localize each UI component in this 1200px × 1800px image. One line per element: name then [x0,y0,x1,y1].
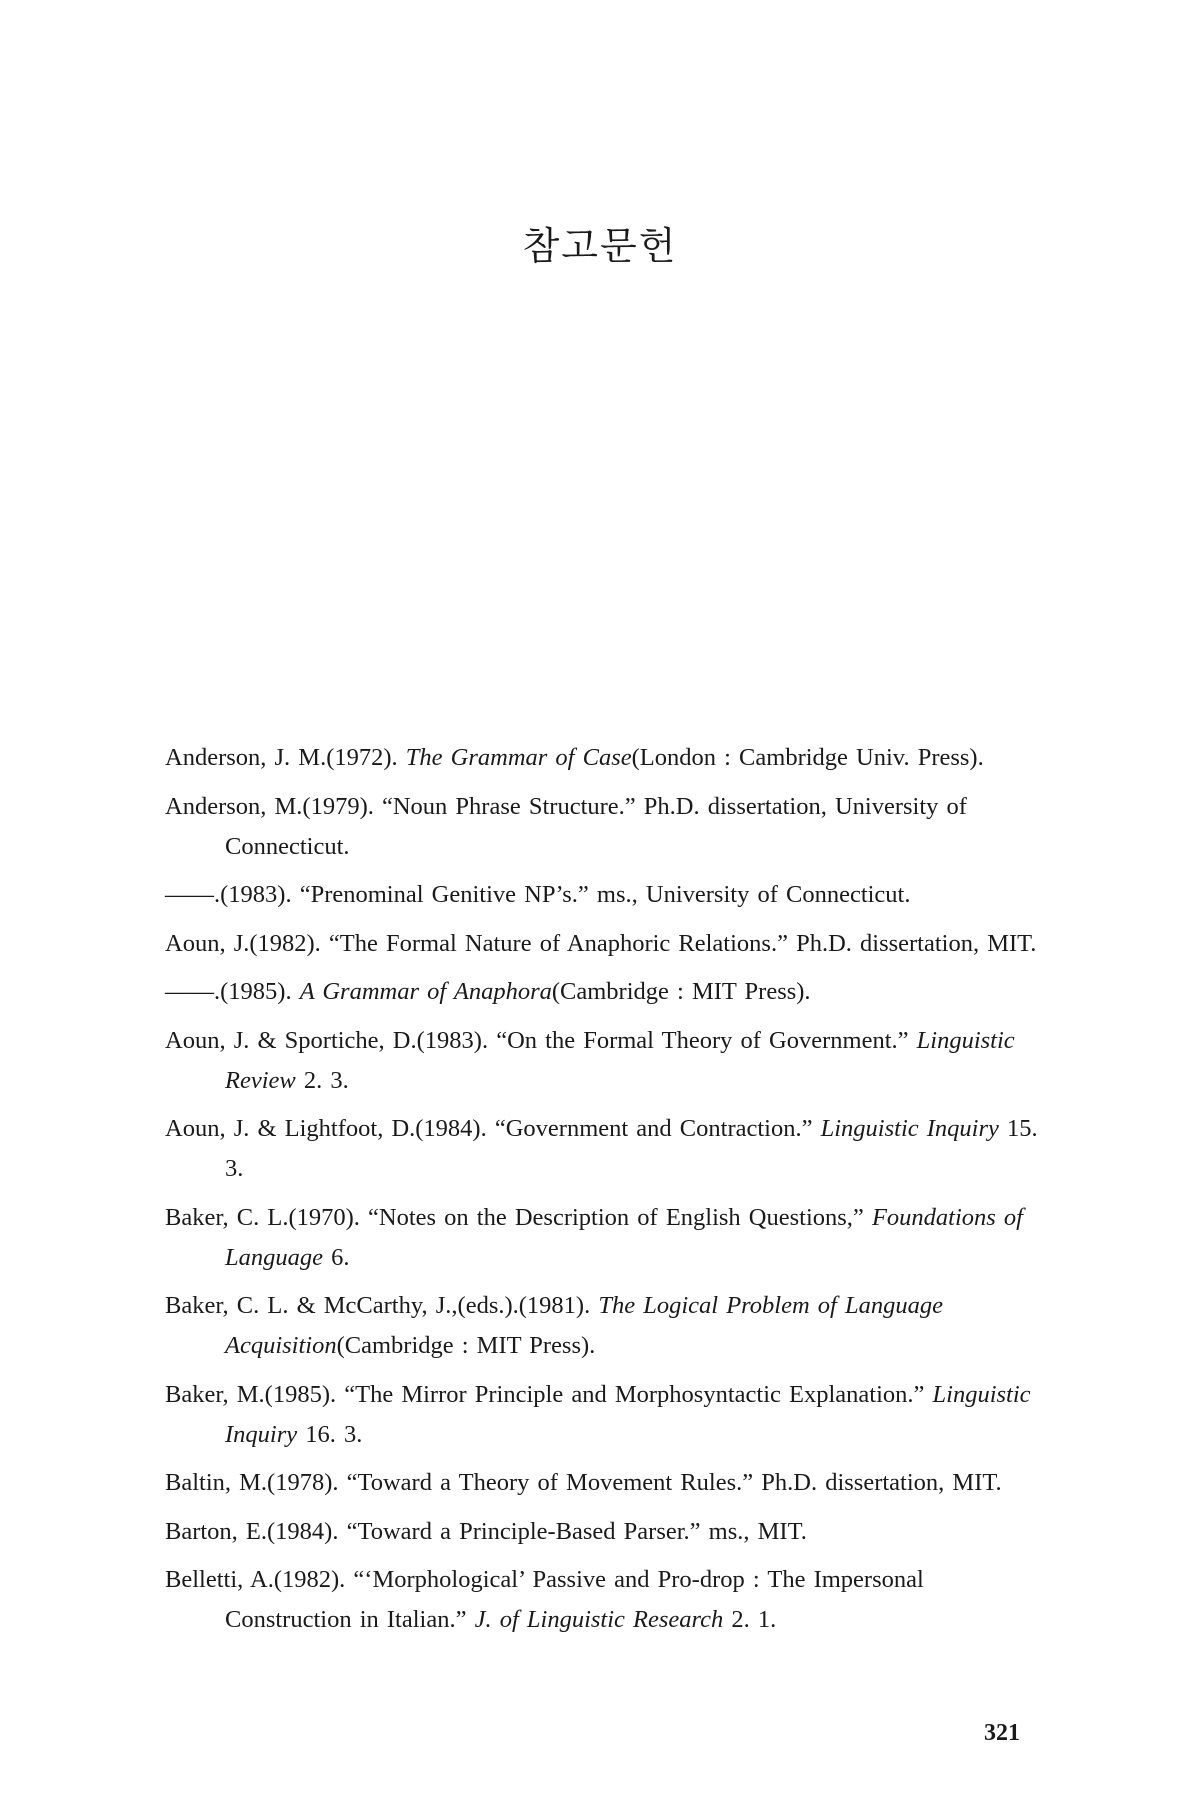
reference-text: Aoun, J. & Sportiche, D.(1983). “On the Formal Theory of Government.” [165,1026,917,1054]
reference-item [165,972,1045,1012]
reference-text: Belletti, A.(1982). “‘Morphological’ Passive and Pro-drop : The Impersonal Construction in Italian.” [165,1566,924,1633]
reference-item [165,1375,1045,1455]
reference-title: The Grammar of Case [405,744,632,771]
reference-item [165,1198,1045,1278]
reference-text: Aoun, J. & Lightfoot, D.(1984). “Government and Contraction.” [165,1115,821,1142]
reference-text: (Cambridge : MIT Press). [551,978,811,1005]
reference-list [165,738,1045,1649]
reference-title: A Grammar of Anaphora [299,978,552,1005]
reference-text: ——.(1983). “Prenominal Genitive NP’s.” ms., University of Connecticut. [165,881,911,908]
reference-title: Linguistic Inquiry [225,1380,1031,1448]
reference-title: The Logical Problem of Language Acquisition [225,1292,943,1359]
reference-item [165,1286,1045,1366]
reference-item [165,875,1045,915]
reference-title: J. of Linguistic Research [474,1606,724,1633]
reference-text: Baker, C. L.(1970). “Notes on the Description of English Questions,” [165,1203,872,1231]
reference-title: Linguistic Review [225,1026,1015,1094]
reference-text: (London : Cambridge Univ. Press). [631,744,984,771]
reference-item [165,1021,1045,1101]
reference-item [165,787,1045,867]
reference-item [165,1109,1045,1189]
reference-text: Aoun, J.(1982). “The Formal Nature of Anaphoric Relations.” Ph.D. dissertation, MIT. [165,929,1037,957]
reference-text: 6. [323,1243,350,1271]
reference-text: 15. 3. [225,1115,1038,1182]
reference-item [165,1512,1045,1552]
reference-title: Foundations of Language [225,1203,1023,1271]
reference-text: Baker, M.(1985). “The Mirror Principle and Morphosyntactic Explanation.” [165,1380,933,1408]
reference-text: Anderson, M.(1979). “Noun Phrase Structure.” Ph.D. dissertation, University of Connecticut. [165,792,967,860]
reference-text: Anderson, J. M.(1972). [165,744,406,771]
reference-text: Baker, C. L. & McCarthy, J.,(eds.).(1981). [165,1292,599,1319]
reference-text: Baltin, M.(1978). “Toward a Theory of Movement Rules.” Ph.D. dissertation, MIT. [165,1469,1002,1496]
reference-text: 2. 1. [723,1606,777,1633]
reference-item [165,738,1045,778]
page-title: 참고문헌 [522,224,678,268]
reference-text: ——.(1985). [165,978,300,1005]
reference-text: Barton, E.(1984). “Toward a Principle-Based Parser.” ms., MIT. [165,1517,807,1545]
reference-text: (Cambridge : MIT Press). [336,1332,596,1359]
reference-text: 16. 3. [297,1420,363,1448]
reference-title: Linguistic Inquiry [820,1115,999,1142]
reference-text: 2. 3. [295,1066,349,1094]
reference-item [165,924,1045,964]
reference-item [165,1463,1045,1503]
page-number: 321 [984,1720,1020,1746]
reference-item [165,1560,1045,1640]
